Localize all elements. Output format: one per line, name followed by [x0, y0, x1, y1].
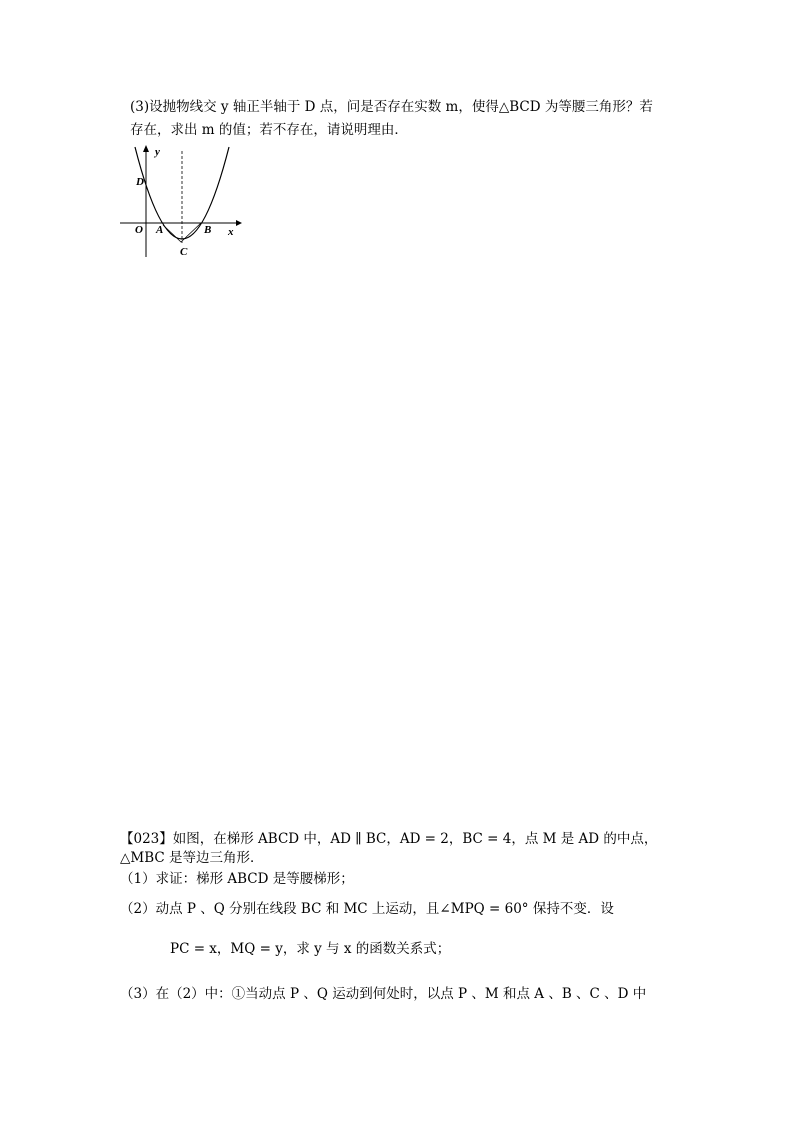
x-axis-arrow [236, 220, 242, 226]
point-c-label: C [180, 246, 188, 258]
problem-023-part-2a: （2）动点 P 、Q 分别在线段 BC 和 MC 上运动，且∠MPQ = 60° 保持不变．设 [120, 901, 614, 917]
point-a-label: A [156, 224, 164, 236]
parabola-graph [118, 143, 243, 260]
problem-023-line-2: △MBC 是等边三角形． [120, 850, 264, 866]
problem-023-part-3: （3）在（2）中：①当动点 P 、Q 运动到何处时，以点 P 、M 和点 A 、B 、C 、D 中 [120, 986, 647, 1002]
problem-023-part-2b: PC = x，MQ = y，求 y 与 x 的函数关系式； [170, 941, 451, 957]
origin-label: O [135, 224, 143, 236]
y-axis-label: y [155, 146, 160, 158]
y-axis-arrow [143, 145, 149, 152]
q3-line-1: (3)设抛物线交 y 轴正半轴于 D 点，问是否存在实数 m，使得△BCD 为等腰三角形？若 [130, 99, 653, 115]
problem-023-part-1: （1）求证：梯形 ABCD 是等腰梯形； [120, 871, 354, 887]
problem-023-line-1: 【023】如图，在梯形 ABCD 中，AD ∥ BC，AD = 2，BC = 4，点 M 是 AD 的中点， [120, 831, 658, 847]
parabola-figure [118, 143, 243, 260]
point-d-label: D [136, 176, 144, 188]
point-b-label: B [204, 224, 212, 236]
x-axis-label: x [228, 226, 234, 238]
q3-line-2: 存在，求出 m 的值；若不存在，请说明理由． [130, 122, 408, 138]
